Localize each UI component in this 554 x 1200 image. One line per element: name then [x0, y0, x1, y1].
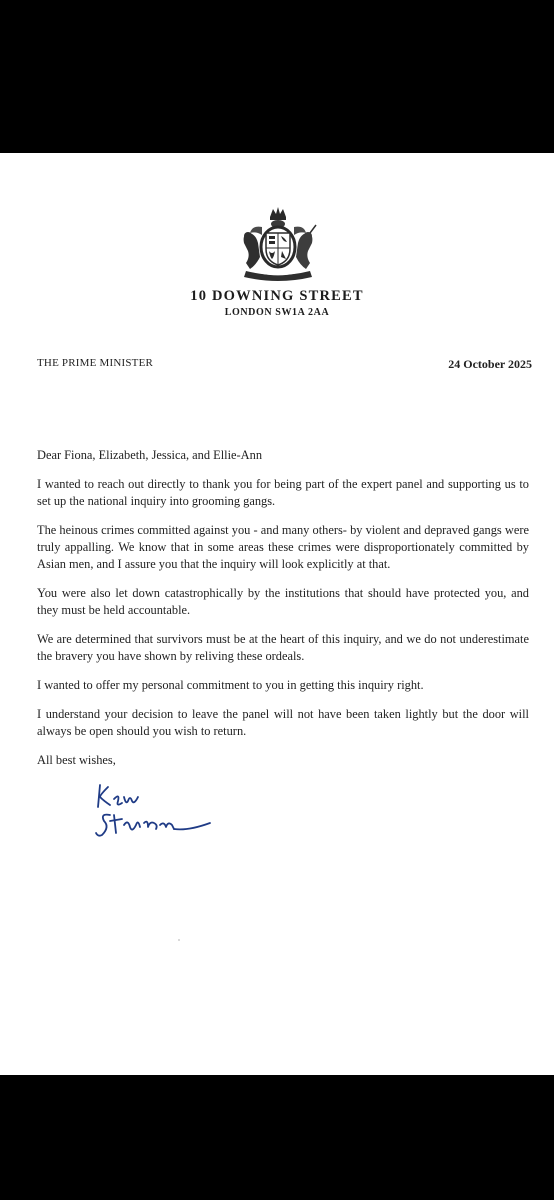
letterhead-postcode: LONDON SW1A 2AA — [224, 307, 330, 318]
closing: All best wishes, — [37, 753, 116, 767]
paragraph-thanks: I wanted to reach out directly to thank you for being part of the expert panel and supporting us to set up the national inquiry into grooming gangs. — [37, 477, 529, 508]
salutation: Dear Fiona, Elizabeth, Jessica, and Ellie-Ann — [37, 448, 263, 462]
paragraph-institutions: You were also let down catastrophically by the institutions that should have protected you, and they must be held accountable. — [37, 586, 529, 617]
sender-title: THE PRIME MINISTER — [37, 357, 154, 369]
royal-coat-of-arms-icon — [232, 203, 324, 285]
paragraph-crimes: The heinous crimes committed against you - and many others- by violent and depraved gangs were truly appalling. We know that in some areas these crimes were disproportionately committed by Asian men, and I assure you that the inquiry will look explicitly at that. — [37, 523, 529, 571]
paragraph-door-open: I understand your decision to leave the panel will not have been taken lightly but the door will always be open should you wish to return. — [37, 707, 529, 738]
letterhead-address: 10 DOWNING STREET — [190, 288, 364, 304]
handwritten-signature-icon — [92, 777, 222, 847]
letter-date: 24 October 2025 — [448, 357, 532, 371]
paragraph-survivors: We are determined that survivors must be at the heart of this inquiry, and we do not underestimate the bravery you have shown by reliving these ordeals. — [37, 632, 529, 663]
scan-speck — [178, 939, 180, 941]
letter-body — [37, 447, 529, 781]
paragraph-commitment: I wanted to offer my personal commitment to you in getting this inquiry right. — [37, 678, 424, 692]
letter-page — [0, 153, 554, 1075]
